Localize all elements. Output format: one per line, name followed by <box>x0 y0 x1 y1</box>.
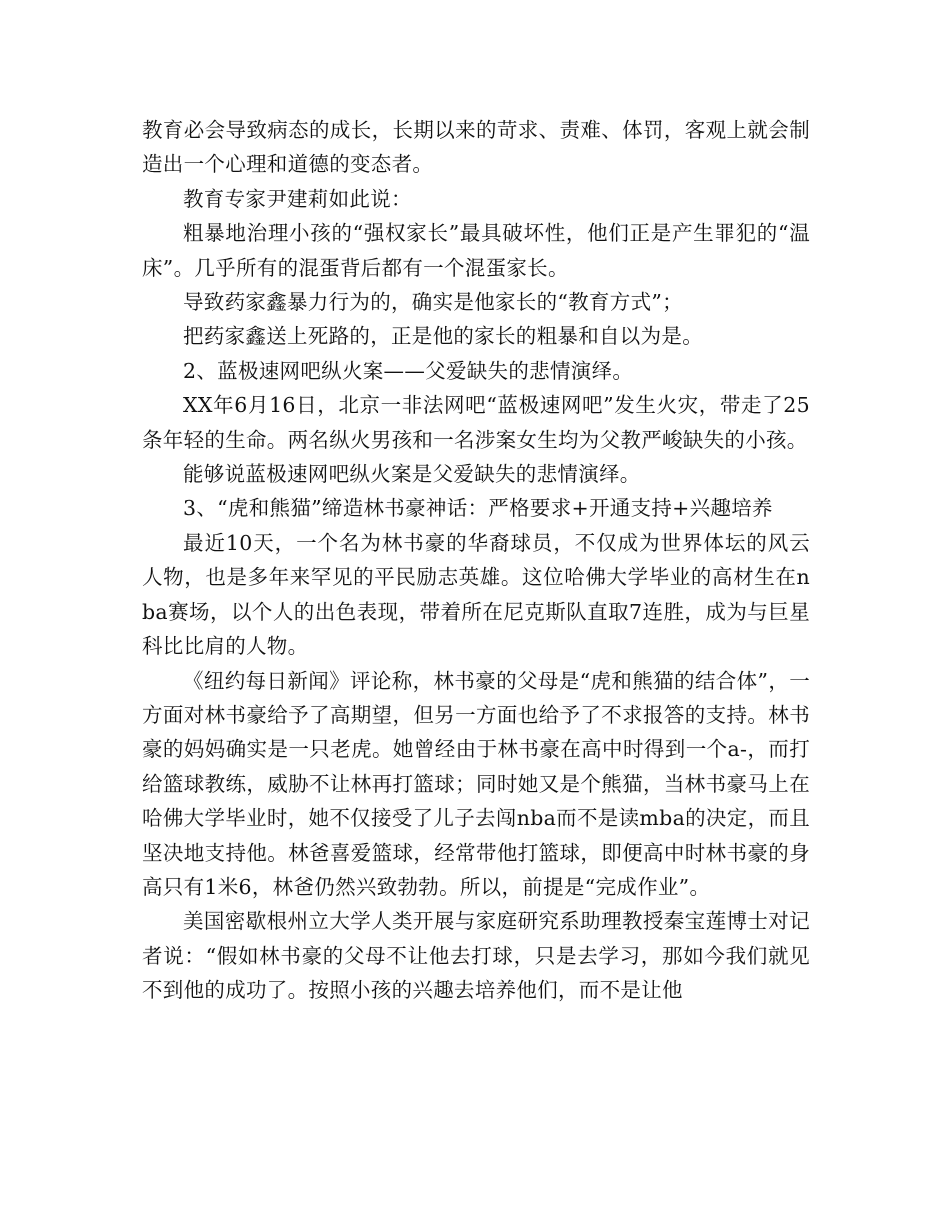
section-heading-3: 3、“虎和熊猫”缔造林书豪神话：严格要求+开通支持+兴趣培养 <box>183 496 773 521</box>
paragraph-7: 能够说蓝极速网吧纵火案是父爱缺失的悲情演绎。 <box>183 462 641 487</box>
section-heading-2: 2、蓝极速网吧纵火案——父爱缺失的悲情演绎。 <box>183 358 634 383</box>
paragraph-9: 《纽约每日新闻》评论称，林书豪的父母是“虎和熊猫的结合体”，一方面对林书豪给予了高期望，但另一方面也给予了不求报答的支持。林书豪的妈妈确实是一只老虎。她曾经由于林书豪在高中时得到一个a-，而打给篮球教练，威胁不让林再打篮球；同时她又是个熊猫，当林书豪马上在哈佛大学毕业时，她不仅接受了儿子去闯nba而不是读mba的决定，而且坚决地支持他。林爸喜爱篮球，经常带他打篮球，即便高中时林书豪的身高只有1米6，林爸仍然兴致勃勃。所以，前提是“完成作业”。 <box>142 668 810 899</box>
paragraph-5: 把药家鑫送上死路的，正是他的家长的粗暴和自以为是。 <box>183 324 703 349</box>
paragraph-10: 美国密歇根州立大学人类开展与家庭研究系助理教授秦宝莲博士对记者说：“假如林书豪的父母不让他去打球，只是去学习，那如今我们就见不到他的成功了。按照小孩的兴趣去培养他们，而不是让他 <box>142 909 810 1003</box>
paragraph-2: 教育专家尹建莉如此说： <box>183 186 412 211</box>
paragraph-3: 粗暴地治理小孩的“强权家长”最具破坏性，他们正是产生罪犯的“温床”。几乎所有的混蛋背后都有一个混蛋家长。 <box>142 221 810 280</box>
paragraph-6: XX年6月16日，北京一非法网吧“蓝极速网吧”发生火灾，带走了25条年轻的生命。两名纵火男孩和一名涉案女生均为父教严峻缺失的小孩。 <box>142 393 810 452</box>
paragraph-8: 最近10天，一个名为林书豪的华裔球员，不仅成为世界体坛的风云人物，也是多年来罕见的平民励志英雄。这位哈佛大学毕业的高材生在nba赛场，以个人的出色表现，带着所在尼克斯队直取7连胜，成为与巨星科比比肩的人物。 <box>142 530 810 659</box>
document-body <box>142 113 810 1008</box>
paragraph-1: 教育必会导致病态的成长，长期以来的苛求、责难、体罚，客观上就会制造出一个心理和道德的变态者。 <box>142 118 810 177</box>
paragraph-4: 导致药家鑫暴力行为的，确实是他家长的“教育方式”； <box>183 290 683 315</box>
